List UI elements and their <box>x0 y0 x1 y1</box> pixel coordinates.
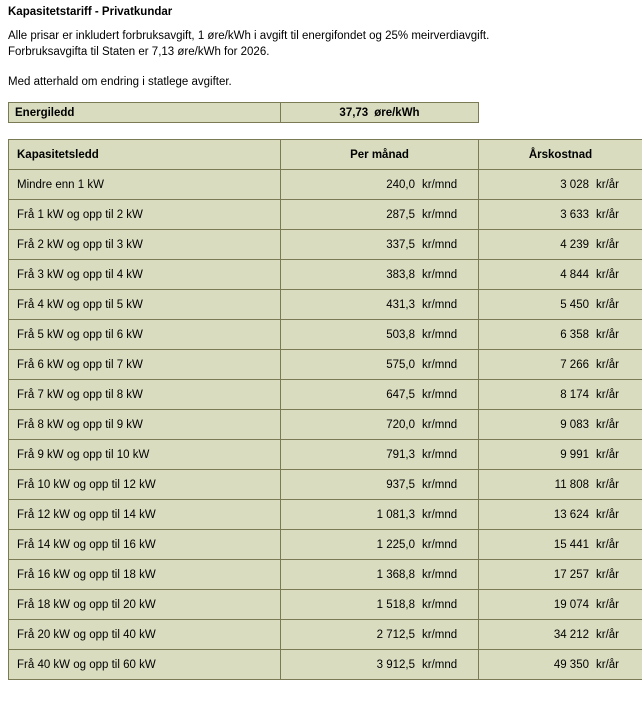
energy-value-cell <box>281 103 479 123</box>
annual-price-value: 9 083 <box>560 418 589 431</box>
annual-price-value: 49 350 <box>553 658 589 671</box>
annual-price-value: 15 441 <box>553 538 589 551</box>
monthly-price-cell <box>281 260 479 290</box>
disclaimer-note: Med atterhald om endring i statlege avgifter. <box>8 76 232 88</box>
table-row <box>9 560 642 590</box>
annual-price-cell <box>479 560 642 590</box>
monthly-price-unit: kr/mnd <box>422 568 458 581</box>
annual-price-unit: kr/år <box>596 358 619 371</box>
monthly-price-unit: kr/mnd <box>422 208 458 221</box>
annual-price-cell <box>479 230 642 260</box>
annual-price-cell <box>479 380 642 410</box>
monthly-price-unit: kr/mnd <box>422 508 458 521</box>
monthly-price-cell <box>281 650 479 680</box>
monthly-price-unit: kr/mnd <box>422 268 458 281</box>
table-header-row <box>9 140 642 170</box>
annual-price-unit: kr/år <box>596 328 619 341</box>
annual-price-value: 6 358 <box>560 328 589 341</box>
monthly-price-value: 383,8 <box>386 268 415 281</box>
monthly-price-value: 575,0 <box>386 358 415 371</box>
annual-price-unit: kr/år <box>596 478 619 491</box>
annual-price-cell <box>479 410 642 440</box>
intro-paragraph <box>8 28 638 60</box>
monthly-price-unit: kr/mnd <box>422 658 458 671</box>
annual-price-value: 3 633 <box>560 208 589 221</box>
capacity-step-label: Frå 18 kW og opp til 20 kW <box>9 590 281 620</box>
monthly-price-cell <box>281 620 479 650</box>
monthly-price-unit: kr/mnd <box>422 538 458 551</box>
monthly-price-value: 503,8 <box>386 328 415 341</box>
table-row <box>9 260 642 290</box>
table-row <box>9 380 642 410</box>
annual-price-unit: kr/år <box>596 178 619 191</box>
monthly-price-unit: kr/mnd <box>422 598 458 611</box>
annual-price-unit: kr/år <box>596 388 619 401</box>
table-row <box>9 440 642 470</box>
monthly-price-cell <box>281 500 479 530</box>
capacity-step-label: Frå 2 kW og opp til 3 kW <box>9 230 281 260</box>
table-row <box>9 650 642 680</box>
annual-price-unit: kr/år <box>596 538 619 551</box>
monthly-price-unit: kr/mnd <box>422 388 458 401</box>
annual-price-cell <box>479 470 642 500</box>
capacity-tariff-table <box>8 139 642 680</box>
energy-label: Energiledd <box>9 103 281 123</box>
monthly-price-value: 1 518,8 <box>376 598 415 611</box>
monthly-price-unit: kr/mnd <box>422 448 458 461</box>
annual-price-value: 34 212 <box>553 628 589 641</box>
annual-price-value: 9 991 <box>560 448 589 461</box>
monthly-price-unit: kr/mnd <box>422 178 458 191</box>
annual-price-value: 3 028 <box>560 178 589 191</box>
annual-price-unit: kr/år <box>596 208 619 221</box>
annual-price-value: 17 257 <box>553 568 589 581</box>
table-row <box>9 410 642 440</box>
monthly-price-cell <box>281 290 479 320</box>
monthly-price-cell <box>281 320 479 350</box>
annual-price-value: 8 174 <box>560 388 589 401</box>
annual-price-value: 19 074 <box>553 598 589 611</box>
monthly-price-value: 431,3 <box>386 298 415 311</box>
annual-price-value: 13 624 <box>553 508 589 521</box>
capacity-step-label: Frå 1 kW og opp til 2 kW <box>9 200 281 230</box>
monthly-price-value: 791,3 <box>386 448 415 461</box>
monthly-price-unit: kr/mnd <box>422 628 458 641</box>
capacity-step-label: Frå 40 kW og opp til 60 kW <box>9 650 281 680</box>
monthly-price-cell <box>281 470 479 500</box>
monthly-price-value: 3 912,5 <box>376 658 415 671</box>
table-row <box>9 230 642 260</box>
monthly-price-unit: kr/mnd <box>422 478 458 491</box>
capacity-step-label: Frå 7 kW og opp til 8 kW <box>9 380 281 410</box>
annual-price-value: 4 239 <box>560 238 589 251</box>
column-header-per-month: Per månad <box>281 140 479 170</box>
annual-price-unit: kr/år <box>596 628 619 641</box>
annual-price-unit: kr/år <box>596 658 619 671</box>
table-row <box>9 590 642 620</box>
annual-price-cell <box>479 530 642 560</box>
capacity-step-label: Frå 14 kW og opp til 16 kW <box>9 530 281 560</box>
annual-price-cell <box>479 590 642 620</box>
intro-line-1: Alle prisar er inkludert forbruksavgift, 1 øre/kWh i avgift til energifondet og 25% meirverdiavgift. <box>8 30 490 42</box>
table-row <box>9 530 642 560</box>
energy-value: 37,73 <box>339 106 369 119</box>
monthly-price-value: 937,5 <box>386 478 415 491</box>
capacity-step-label: Frå 12 kW og opp til 14 kW <box>9 500 281 530</box>
monthly-price-cell <box>281 530 479 560</box>
monthly-price-cell <box>281 560 479 590</box>
annual-price-value: 4 844 <box>560 268 589 281</box>
monthly-price-cell <box>281 230 479 260</box>
table-row <box>9 500 642 530</box>
monthly-price-value: 720,0 <box>386 418 415 431</box>
annual-price-value: 5 450 <box>560 298 589 311</box>
monthly-price-unit: kr/mnd <box>422 328 458 341</box>
monthly-price-cell <box>281 440 479 470</box>
annual-price-cell <box>479 440 642 470</box>
monthly-price-cell <box>281 200 479 230</box>
annual-price-unit: kr/år <box>596 298 619 311</box>
table-row <box>9 620 642 650</box>
capacity-step-label: Frå 20 kW og opp til 40 kW <box>9 620 281 650</box>
capacity-step-label: Frå 5 kW og opp til 6 kW <box>9 320 281 350</box>
capacity-step-label: Frå 6 kW og opp til 7 kW <box>9 350 281 380</box>
annual-price-cell <box>479 200 642 230</box>
monthly-price-value: 647,5 <box>386 388 415 401</box>
monthly-price-cell <box>281 410 479 440</box>
monthly-price-unit: kr/mnd <box>422 238 458 251</box>
monthly-price-value: 2 712,5 <box>376 628 415 641</box>
annual-price-cell <box>479 170 642 200</box>
table-row <box>9 350 642 380</box>
energy-component-table <box>8 102 479 123</box>
capacity-step-label: Frå 16 kW og opp til 18 kW <box>9 560 281 590</box>
annual-price-value: 11 808 <box>554 478 589 491</box>
intro-line-2: Forbruksavgifta til Staten er 7,13 øre/kWh for 2026. <box>8 46 270 58</box>
table-row <box>9 470 642 500</box>
annual-price-cell <box>479 620 642 650</box>
energy-unit: øre/kWh <box>374 106 420 119</box>
monthly-price-cell <box>281 170 479 200</box>
capacity-step-label: Frå 4 kW og opp til 5 kW <box>9 290 281 320</box>
monthly-price-unit: kr/mnd <box>422 418 458 431</box>
table-row <box>9 290 642 320</box>
table-row <box>9 103 479 123</box>
monthly-price-value: 337,5 <box>386 238 415 251</box>
table-row <box>9 320 642 350</box>
capacity-step-label: Frå 3 kW og opp til 4 kW <box>9 260 281 290</box>
column-header-annual-cost: Årskostnad <box>479 140 642 170</box>
annual-price-unit: kr/år <box>596 598 619 611</box>
annual-price-unit: kr/år <box>596 418 619 431</box>
monthly-price-cell <box>281 590 479 620</box>
monthly-price-unit: kr/mnd <box>422 358 458 371</box>
annual-price-unit: kr/år <box>596 508 619 521</box>
annual-price-cell <box>479 260 642 290</box>
monthly-price-value: 1 225,0 <box>376 538 415 551</box>
annual-price-unit: kr/år <box>596 568 619 581</box>
paragraph-spacer <box>4 60 638 76</box>
monthly-price-value: 240,0 <box>386 178 415 191</box>
capacity-step-label: Frå 8 kW og opp til 9 kW <box>9 410 281 440</box>
monthly-price-value: 1 081,3 <box>376 508 415 521</box>
monthly-price-unit: kr/mnd <box>422 298 458 311</box>
annual-price-unit: kr/år <box>596 268 619 281</box>
annual-price-cell <box>479 350 642 380</box>
page-title: Kapasitetstariff - Privatkundar <box>8 6 173 18</box>
annual-price-cell <box>479 290 642 320</box>
capacity-step-label: Frå 9 kW og opp til 10 kW <box>9 440 281 470</box>
table-row <box>9 200 642 230</box>
monthly-price-cell <box>281 350 479 380</box>
capacity-table-body <box>9 170 642 680</box>
capacity-step-label: Mindre enn 1 kW <box>9 170 281 200</box>
annual-price-unit: kr/år <box>596 448 619 461</box>
column-header-description: Kapasitetsledd <box>9 140 281 170</box>
annual-price-cell <box>479 320 642 350</box>
capacity-step-label: Frå 10 kW og opp til 12 kW <box>9 470 281 500</box>
monthly-price-value: 1 368,8 <box>376 568 415 581</box>
annual-price-value: 7 266 <box>560 358 589 371</box>
annual-price-cell <box>479 500 642 530</box>
monthly-price-value: 287,5 <box>386 208 415 221</box>
annual-price-cell <box>479 650 642 680</box>
annual-price-unit: kr/år <box>596 238 619 251</box>
table-row <box>9 170 642 200</box>
monthly-price-cell <box>281 380 479 410</box>
